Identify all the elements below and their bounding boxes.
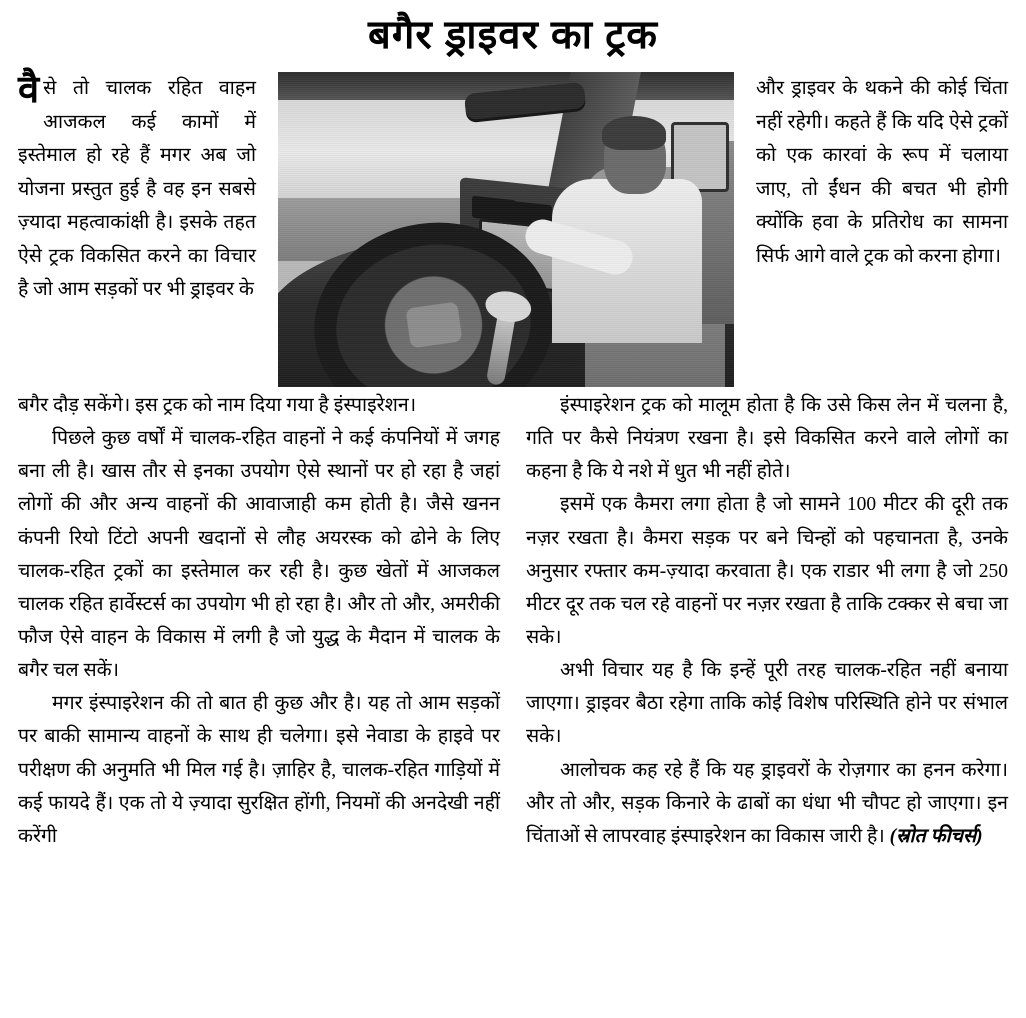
car-interior-photo [278, 72, 734, 387]
upper-columns [18, 69, 1008, 387]
right-paragraph-5-text: आलोचक कह रहे हैं कि यह ड्राइवरों के रोज़गार का हनन करेगा। और तो और, सड़क किनारे के ढाबों का धंधा भी चौपट हो जाएगा। इन चिंताओं से लापरवाह इंस्पाइरेशन का विकास जारी है। [526, 759, 1008, 847]
lower-columns [18, 389, 1008, 853]
driver-hair [602, 116, 666, 150]
paragraph-3: मगर इंस्पाइरेशन की तो बात ही कुछ और है। यह तो आम सड़कों पर बाकी सामान्य वाहनों के साथ ही चलेगा। इसे नेवाडा के हाइवे पर परीक्षण की अनुमति भी मिल गई है। ज़ाहिर है, चालक-रहित गाड़ियों में कई फायदे हैं। एक तो ये ज़्यादा सुरक्षित होंगी, नियमों की अनदेखी नहीं करेंगी [18, 693, 500, 847]
source-credit: (स्रोत फीचर्स) [889, 825, 983, 847]
paragraph-2: पिछले कुछ वर्षों में चालक-रहित वाहनों ने कई कंपनियों में जगह बना ली है। खास तौर से इनका उपयोग ऐसे स्थानों पर हो रहा है जहां लोगों की और अन्य वाहनों की आवाजाही कम होती है। जैसे खनन कंपनी रियो टिंटो अपनी खदानों से लौह अयरस्क को ढोने के लिए चालक-रहित ट्रकों का इस्तेमाल कर रही है। कुछ खेतों में आजकल चालक रहित हार्वेस्टर्स का उपयोग भी हो रहा है। और तो और, अमरीकी फौज ऐसे वाहन के विकास में लगी है जो युद्ध के मैदान में चालक के बगैर चल सकें। [18, 428, 500, 682]
right-paragraph-5 [526, 754, 1008, 853]
left-column-paragraph [18, 69, 256, 307]
left-column-text: से तो चालक रहित वाहन आजकल कई कामों में इस्तेमाल हो रहे हैं मगर अब जो योजना प्रस्तुत हुई है वह इन सबसे ज़्यादा महत्वाकांक्षी है। इसके तहत ऐसे ट्रक विकसित करने का विचार है जो आम सड़कों पर भी ड्राइवर के [18, 78, 256, 301]
column-right-continued [526, 389, 1008, 853]
paragraph-1-continued: बगैर दौड़ सकेंगे। इस ट्रक को नाम दिया गया है इंस्पाइरेशन। [18, 395, 417, 416]
column-left-continued [18, 389, 500, 853]
right-paragraph-2: इंस्पाइरेशन ट्रक को मालूम होता है कि उसे किस लेन में चलना है, गति पर कैसे नियंत्रण रखना है। इसे विकसित करने वाले लोगों का कहना है कि ये नशे में धुत भी नहीं होते। [526, 395, 1008, 483]
drop-cap: वै [18, 69, 40, 111]
left-column [18, 69, 256, 307]
figure-column [278, 72, 734, 387]
right-column-paragraph-1: और ड्राइवर के थकने की कोई चिंता नहीं रहेगी। कहते हैं कि यदि ऐसे ट्रकों को एक कारवां के रूप में चलाया जाए, तो ईंधन की बचत भी होगी क्योंकि हवा के प्रतिरोध का सामना सिर्फ आगे वाले ट्रक को करना होगा। [756, 78, 1008, 267]
page-title: बगैर ड्राइवर का ट्रक [367, 13, 659, 57]
article-body [18, 69, 1008, 853]
right-paragraph-4: अभी विचार यह है कि इन्हें पूरी तरह चालक-रहित नहीं बनाया जाएगा। ड्राइवर बैठा रहेगा ताकि कोई विशेष परिस्थिति होने पर संभाल सके। [526, 660, 1008, 748]
right-column-top [756, 72, 1008, 273]
right-paragraph-3: इसमें एक कैमरा लगा होता है जो सामने 100 मीटर की दूरी तक नज़र रखता है। कैमरा सड़क पर बने चिन्हों को पहचानता है, उनके अनुसार रफ्तार कम-ज़्यादा करवाता है। एक राडार भी लगा है जो 250 मीटर दूर तक चल रहे वाहनों पर नज़र रखता है ताकि टक्कर से बचा जा सके। [526, 494, 1008, 648]
